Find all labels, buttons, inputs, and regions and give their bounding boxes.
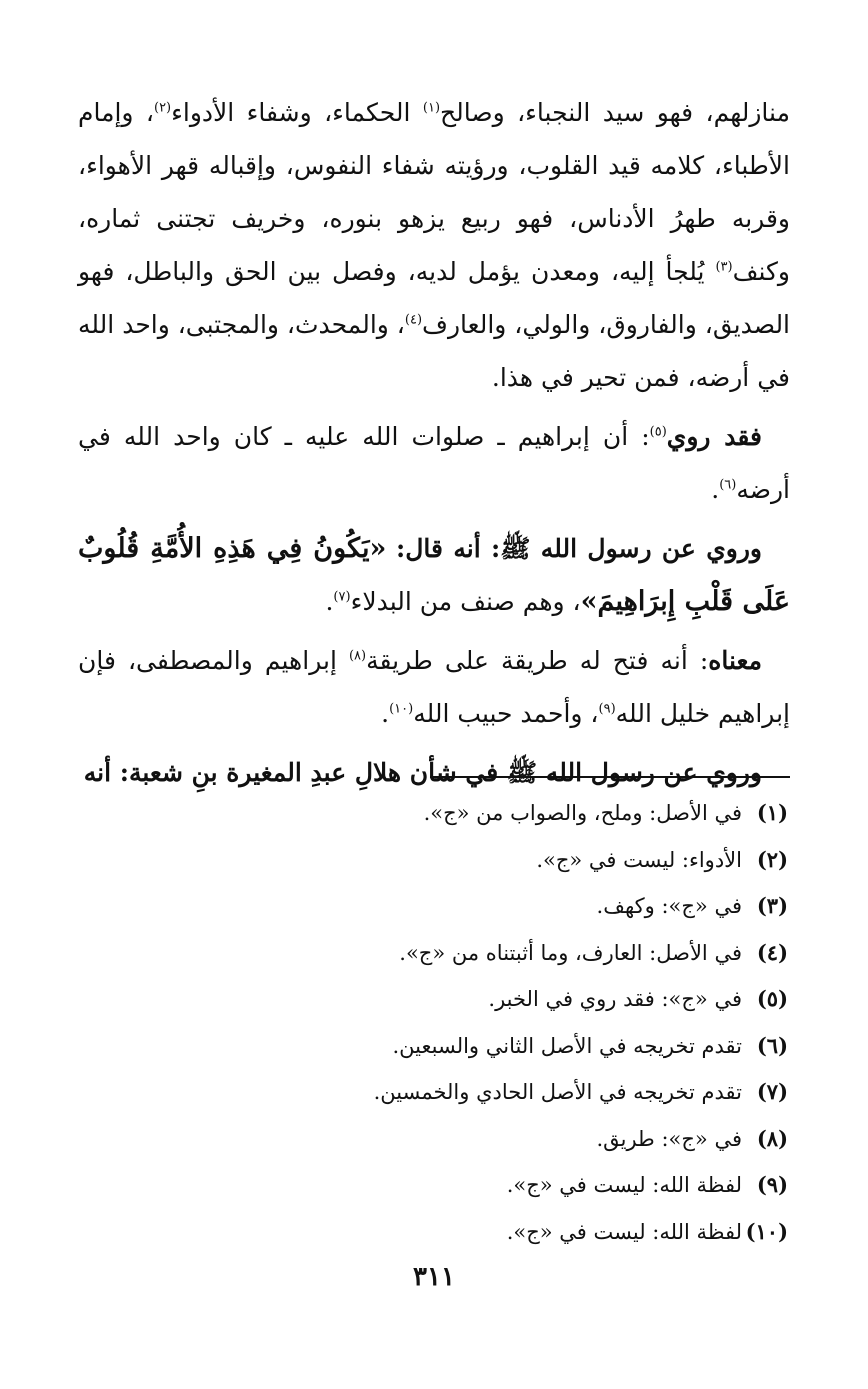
footnote-number: (٩) (756, 1172, 788, 1197)
hadith-quote: «يَكُونُ فِي هَذِهِ الأُمَّةِ قُلُوبٌ عَلَى قَلْبِ إِبرَاهِيمَ» (78, 533, 790, 617)
footnote-item (88, 1162, 788, 1209)
footnote-text: في الأصل: وملح، والصواب من «ج». (423, 801, 742, 825)
footnote-item (88, 883, 788, 930)
footnote-ref-4: (٤) (404, 312, 423, 328)
footnote-number: (٧) (756, 1079, 788, 1104)
footnote-item (88, 1209, 788, 1256)
footnotes-list (88, 790, 788, 1255)
footnote-number: (١) (756, 800, 788, 825)
footnote-item (88, 790, 788, 837)
paragraph-text: منازلهم، فهو سيد النجباء، وصالح (440, 98, 790, 127)
paragraph-text: : أن إبراهيم ـ صلوات الله عليه ـ كان واحد الله في أرضه (78, 422, 790, 504)
paragraph-text: : أنه فتح له طريقة على طريقة (366, 646, 709, 675)
footnote-ref-3: (٣) (715, 259, 733, 275)
footnote-ref-2: (٢) (153, 100, 172, 116)
footnote-item (88, 1116, 788, 1163)
footnote-text: في الأصل: العارف، وما أثبتناه من «ج». (399, 940, 742, 965)
paragraph-text: يُلجأ إليه، ومعدن يؤمل لديه، وفصل بين الحق والباطل، فهو الصديق، والفاروق، والولي، والعارف (78, 257, 791, 339)
footnote-number: (٤) (756, 939, 788, 965)
footnote-item (88, 1069, 788, 1116)
footnote-number: (٣) (756, 893, 788, 918)
footnote-ref-9: (٩) (598, 701, 616, 717)
paragraph-3 (78, 522, 790, 628)
paragraph-end: . (325, 587, 334, 616)
footnote-item (88, 976, 788, 1023)
footnote-text: في «ج»: وكهف. (596, 894, 742, 918)
footnote-text: تقدم تخريجه في الأصل الحادي والخمسين. (373, 1080, 742, 1104)
paragraph-lead: فقد روي (666, 422, 762, 451)
paragraph-1 (78, 86, 790, 404)
paragraph-end: . (381, 699, 390, 728)
footnote-text: في «ج»: طريق. (596, 1126, 742, 1151)
paragraph-lead: وروي عن رسول الله ﷺ: أنه قال: (396, 534, 762, 563)
footnote-number: (١٠) (745, 1218, 788, 1244)
paragraph-lead: معناه (708, 646, 762, 675)
paragraph-text: ، وإمام الأطباء، كلامه قيد القلوب، ورؤيته شفاء النفوس، وإقباله قهر الأهواء، وقربه طهرُ الأدناس، فهو ربيع يزهو بنوره، وخريف تجتنى ثماره، وكنف (78, 98, 790, 286)
footnote-text: في «ج»: فقد روي في الخبر. (488, 987, 742, 1011)
page-number: ٣١١ (413, 1262, 455, 1292)
paragraph-text: ، وأحمد حبيب الله (413, 699, 599, 728)
paragraph-lead: وروي عن رسول الله ﷺ في شأن هلالِ عبدِ المغيرة بنِ شعبة: أنه (83, 758, 762, 787)
footnote-item (88, 837, 788, 884)
paragraph-text: ، وهم صنف من البدلاء (350, 587, 581, 616)
footnote-ref-6: (٦) (719, 477, 737, 493)
footnote-ref-10: (١٠) (389, 701, 414, 717)
footnote-number: (٦) (756, 1032, 788, 1058)
footnote-number: (٢) (756, 846, 788, 872)
footnote-ref-8: (٨) (348, 648, 367, 664)
footnote-ref-7: (٧) (333, 589, 351, 605)
paragraph-text: إبراهيم والمصطفى، فإن إبراهيم خليل الله (78, 646, 790, 728)
paragraph-text: الحكماء، وشفاء الأدواء (171, 98, 423, 127)
paragraph-text: ، والمحدث، والمجتبى، واحد الله في أرضه، فمن تحير في هذا. (78, 310, 790, 392)
footnote-ref-5: (٥) (649, 424, 667, 440)
footnote-divider (430, 776, 790, 778)
footnote-text: لفظة الله: ليست في «ج». (506, 1173, 742, 1197)
footnote-item (88, 930, 788, 977)
paragraph-end: . (711, 475, 720, 504)
footnote-number: (٥) (756, 986, 788, 1011)
footnote-number: (٨) (756, 1125, 788, 1151)
footnote-item (88, 1023, 788, 1070)
footnote-text: تقدم تخريجه في الأصل الثاني والسبعين. (392, 1033, 742, 1058)
footnote-ref-1: (١) (422, 100, 441, 116)
footnote-text: لفظة الله: ليست في «ج». (506, 1219, 742, 1244)
main-text (78, 86, 790, 805)
paragraph-4 (78, 634, 790, 740)
footnote-text: الأدواء: ليست في «ج». (536, 847, 742, 872)
paragraph-2 (78, 410, 790, 516)
